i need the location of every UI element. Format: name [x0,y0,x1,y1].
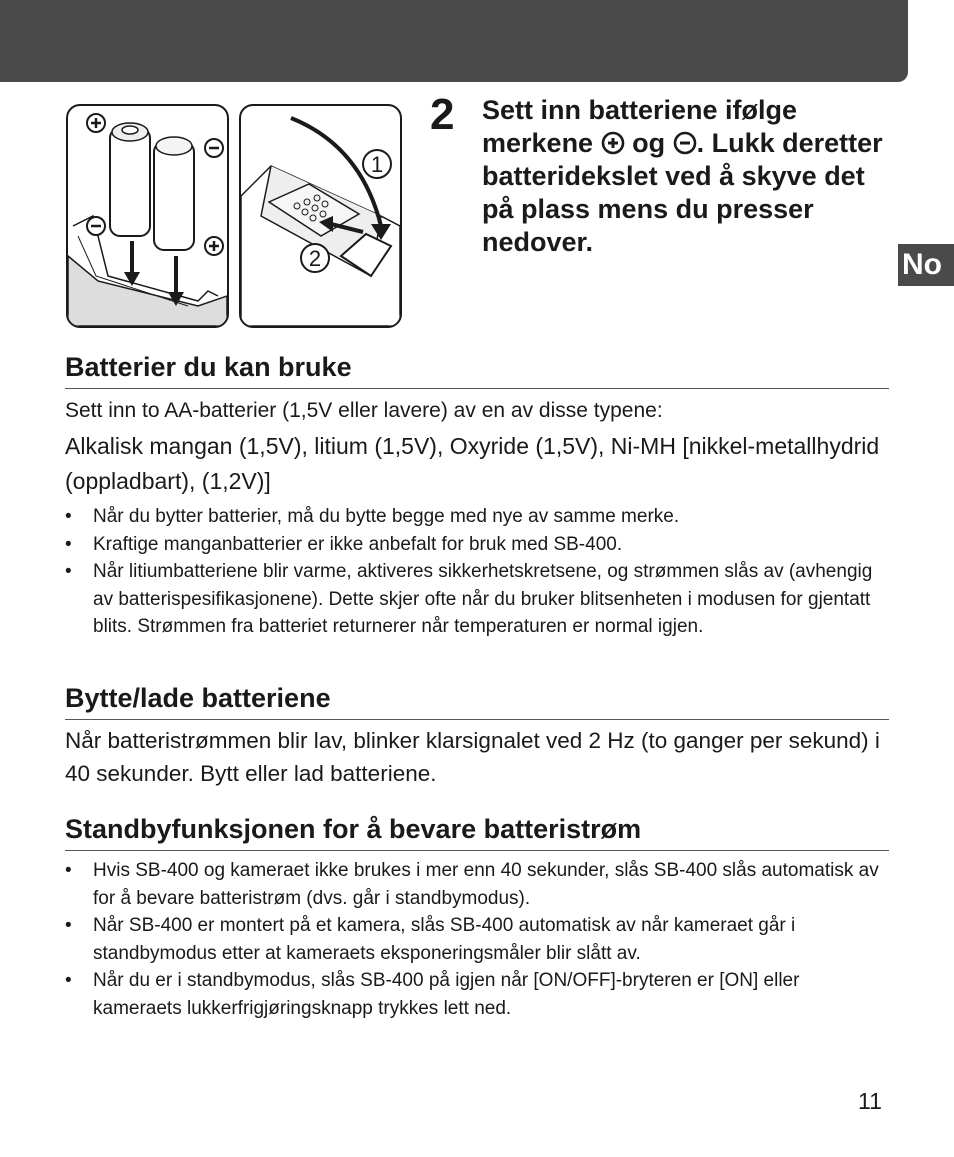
section-intro: Sett inn to AA-batterier (1,5V eller lavere) av en av disse typene: [65,399,663,422]
list-item: • Når du bytter batterier, må du bytte begge med nye av samme merke. [65,503,889,531]
battery-insertion-drawing [68,106,227,326]
step-instruction [482,94,892,259]
bullet-list [65,857,889,1022]
step-text-part-3: . Lukk deretter batteridekslet ved å skyve det på plass mens du presser nedover. [482,128,883,257]
step-text-part-1: Sett inn batteriene ifølge merkene [482,95,798,158]
language-tab: No [898,244,954,286]
step-text-part-2: og [632,128,666,158]
battery-cover-drawing [241,106,400,326]
battery-insertion-illustration [66,104,229,328]
battery-types: Alkalisk mangan (1,5V), litium (1,5V), Oxyride (1,5V), Ni-MH [nikkel-metallhydrid (oppladbart), (1,2V)] [65,433,880,494]
header-band [0,0,908,82]
list-item: • Når litiumbatteriene blir varme, aktiveres sikkerhetskretsene, og strømmen slås av (avhengig av batterispesifikasjonene). Dette skjer ofte når du bruker blitsenheten i modusen for gjentatt blits. Strømmen fra batteriet returnerer når temperaturen er normal igjen. [65,558,889,641]
section-title: Bytte/lade batteriene [65,681,889,720]
list-item: • Når du er i standbymodus, slås SB-400 på igjen når [ON/OFF]-bryteren er [ON] eller kameraets lukkerfrigjøringsknapp trykkes lett ned. [65,967,889,1022]
section-replace-batteries [65,681,889,790]
plus-polarity-icon [601,131,625,155]
bullet-list [65,503,889,641]
step-marker-1: 1 [370,152,384,177]
section-standby [65,812,889,1022]
battery-cover-illustration [239,104,402,328]
minus-polarity-icon [673,131,697,155]
list-item: • Når SB-400 er montert på et kamera, slås SB-400 automatisk av når kameraet går i standbymodus etter at kameraets eksponeringsmåler blir slått av. [65,912,889,967]
section-usable-batteries [65,350,889,641]
page-number: 11 [858,1088,882,1114]
step-number: 2 [430,90,455,139]
section-title: Standbyfunksjonen for å bevare batteristrøm [65,812,889,851]
list-item: • Hvis SB-400 og kameraet ikke brukes i mer enn 40 sekunder, slås SB-400 slås automatisk av for å bevare batteristrøm (dvs. går i standbymodus). [65,857,889,912]
section-title: Batterier du kan bruke [65,350,889,389]
list-item: • Kraftige manganbatterier er ikke anbefalt for bruk med SB-400. [65,531,889,559]
step-marker-2: 2 [308,246,322,271]
section-text: Når batteristrømmen blir lav, blinker klarsignalet ved 2 Hz (to ganger per sekund) i 40 sekunder. Bytt eller lad batteriene. [65,728,880,786]
